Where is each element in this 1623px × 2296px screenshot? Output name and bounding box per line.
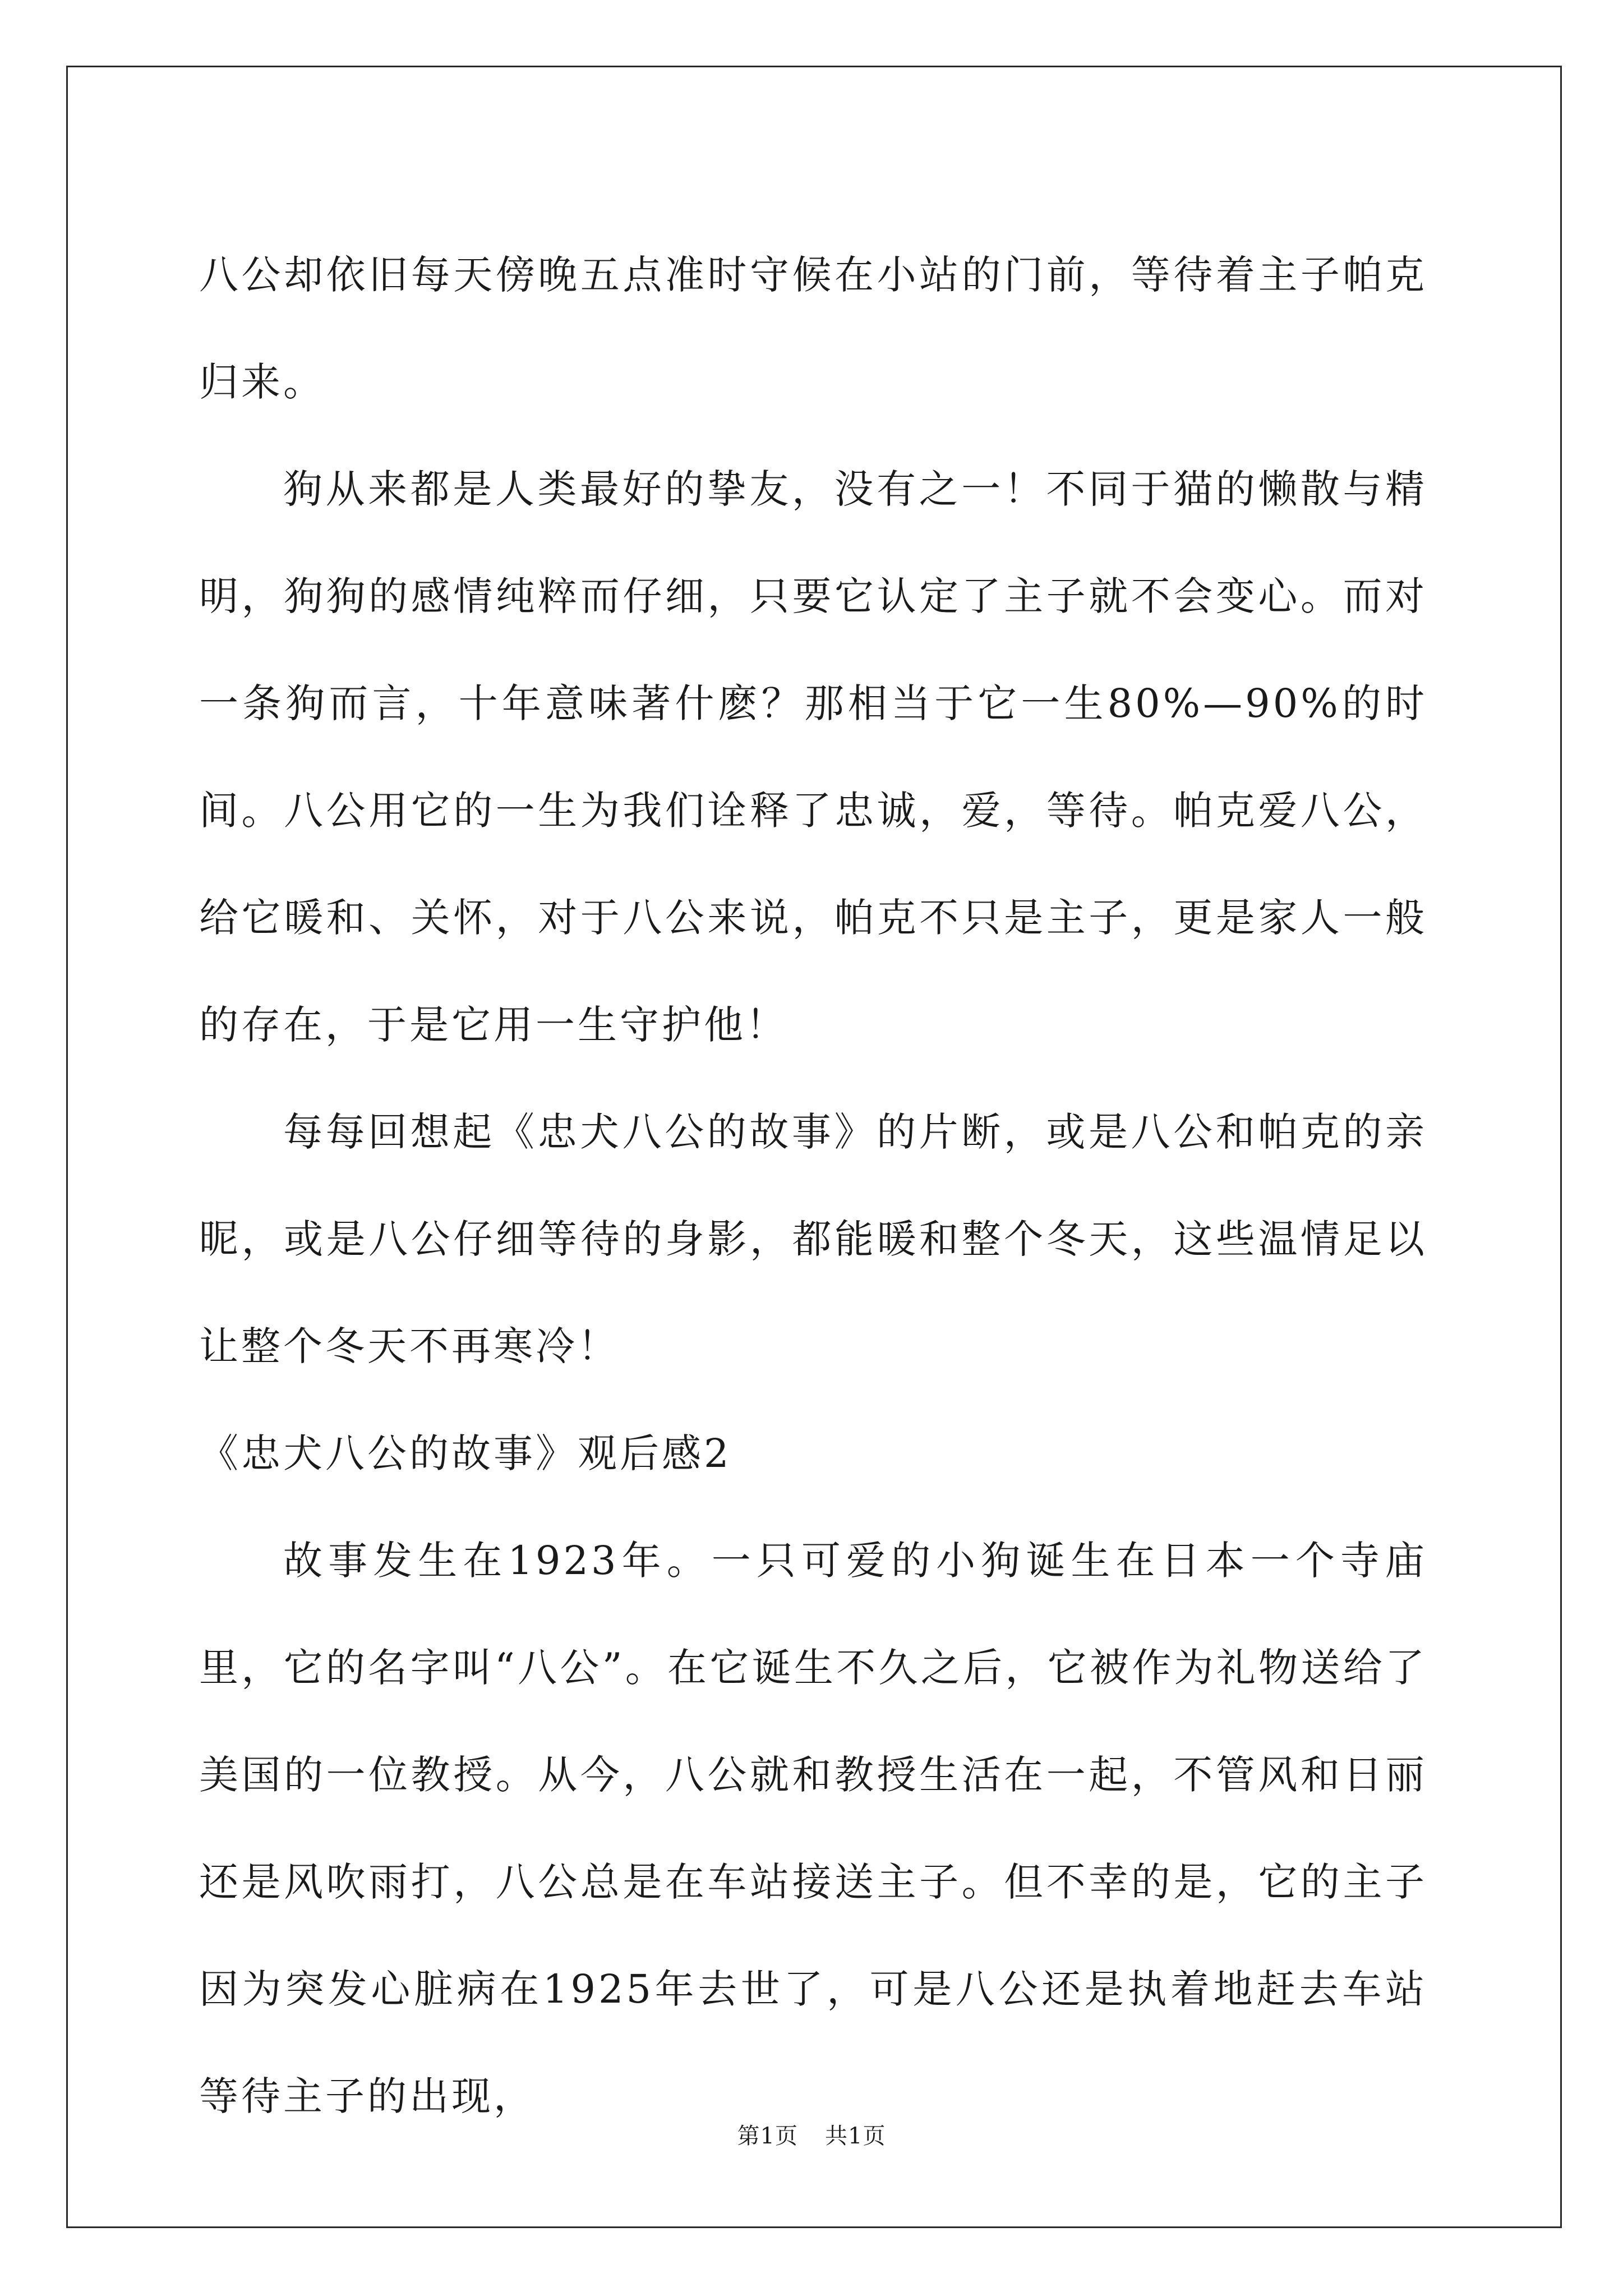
paragraph-1: 八公却依旧每天傍晚五点准时守候在小站的门前，等待着主子帕克归来。 <box>199 252 1427 405</box>
paragraph-3: 每每回想起《忠犬八公的故事》的片断，或是八公和帕克的亲昵，或是八公仔细等待的身影，都能暖和整个冬天，这些温情足以让整个冬天不再寒冷！ <box>199 1109 1427 1369</box>
page-footer <box>0 2122 1623 2150</box>
paragraph-4: 故事发生在1923年。一只可爱的小狗诞生在日本一个寺庙里，它的名字叫“八公”。在它诞生不久之后，它被作为礼物送给了美国的一位教授。从今，八公就和教授生活在一起，不管风和日丽还是风吹雨打，八公总是在车站接送主子。但不幸的是，它的主子因为突发心脏病在1925年去世了，可是八公还是执着地赶去车站等待主子的出现， <box>199 1538 1427 2119</box>
page-total: 共1页 <box>825 2123 886 2149</box>
page-number: 第1页 <box>737 2123 798 2149</box>
document-body <box>199 222 1427 2150</box>
section-heading: 《忠犬八公的故事》观后感2 <box>199 1430 732 1476</box>
paragraph-2: 狗从来都是人类最好的挚友，没有之一！不同于猫的懒散与精明，狗狗的感情纯粹而仔细，只要它认定了主子就不会变心。而对一条狗而言，十年意味著什麽？那相当于它一生80%—90%的时间。八公用它的一生为我们诠释了忠诚，爱，等待。帕克爱八公，给它暖和、关怀，对于八公来说，帕克不只是主子，更是家人一般的存在，于是它用一生守护他！ <box>199 466 1427 1048</box>
